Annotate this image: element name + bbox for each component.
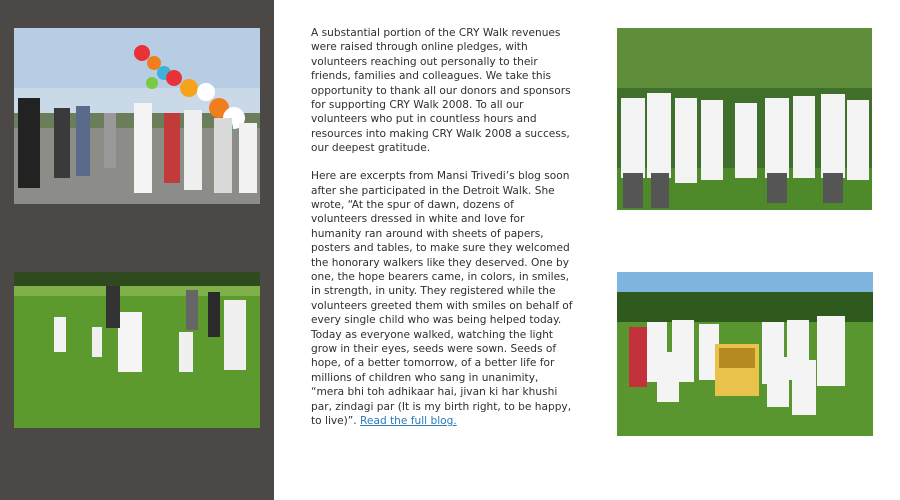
read-full-blog-link[interactable]: Read the full blog. bbox=[360, 415, 457, 428]
article-text bbox=[311, 26, 573, 442]
article-paragraph-1: A substantial portion of the CRY Walk revenues were raised through online pledges, with volunteers reaching out personally to their friends, families and colleagues. We take this opportunity to thank all our donors and sponsors for supporting CRY Walk 2008. To all our volunteers who put in countless hours and resources into making CRY Walk 2008 a success, our deepest gratitude. bbox=[311, 27, 571, 155]
volunteers-group-photo bbox=[617, 28, 872, 210]
blog-excerpt: Here are excerpts from Mansi Trivedi’s blog soon after she participated in the Detroit Walk. She wrote, “At the spur of dawn, dozens of volunteers dressed in white and love for humanity ran around with sheets of papers, posters and tables, to make sure they welcomed the honorary walkers like they deserved. One by one, the hope bearers came, in colors, in smiles, in strength, in unity. They registered while the volunteers greeted them with smiles on behalf of every single child who was being helped today. Today as everyone walked, watching the light grow in their eyes, seeds were sown. Seeds of hope, of a better tomorrow, of a better life for millions of children who sang in unanimity, “mera bhi toh adhikaar hai, jivan ki har khushi par, zindagi par (It is my birth right, to be happy, to live)”. bbox=[311, 170, 573, 428]
walk-start-photo bbox=[14, 28, 260, 204]
kids-field-photo bbox=[14, 272, 260, 428]
article-paragraph-2 bbox=[311, 169, 573, 428]
group-banner-photo bbox=[617, 272, 873, 436]
